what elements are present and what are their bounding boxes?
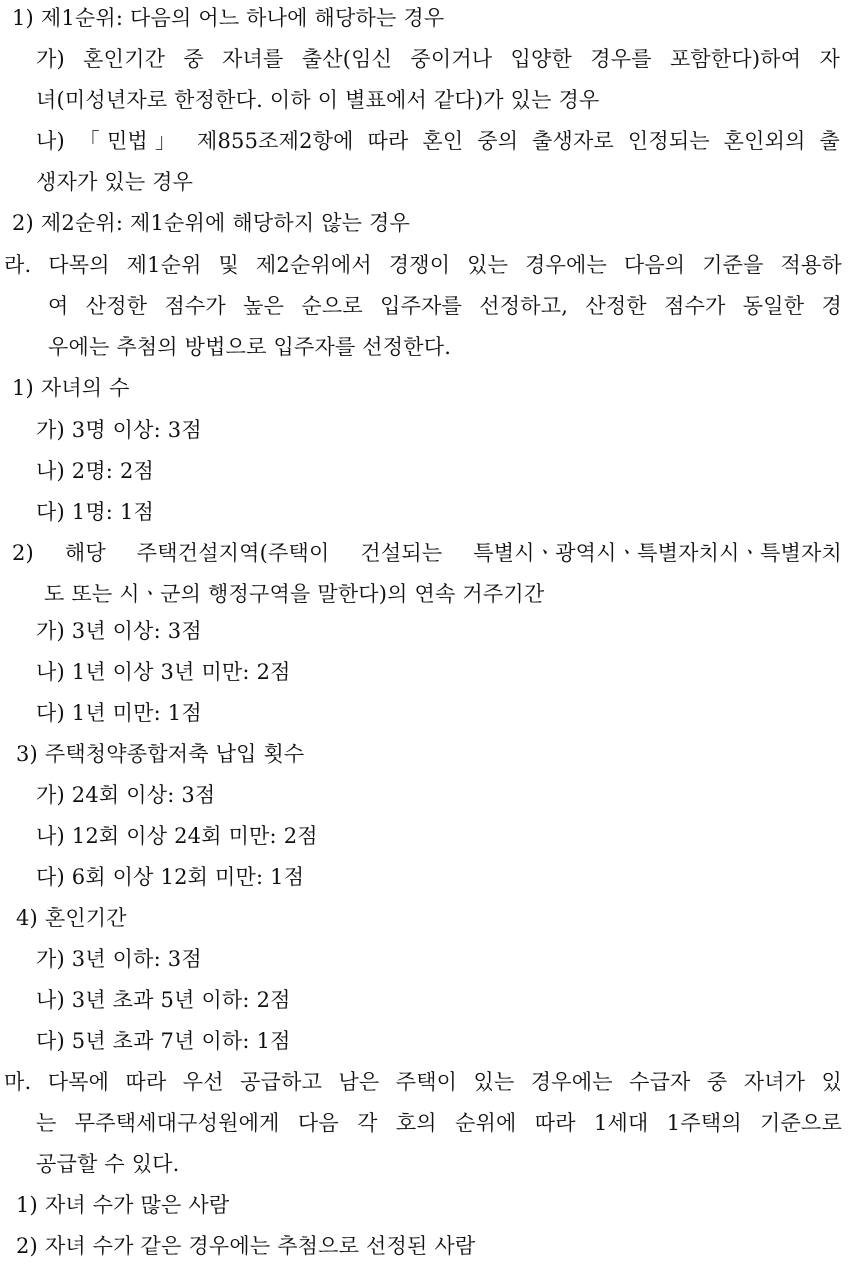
criterion-children-heading: 1) 자녀의 수 — [12, 376, 130, 400]
item-1-rank-1: 1) 제1순위: 다음의 어느 하나에 해당하는 경우 — [12, 6, 445, 30]
criterion-marriage-b: 나) 3년 초과 5년 이하: 2점 — [36, 988, 291, 1012]
section-ma-item-2: 2) 자녀 수가 같은 경우에는 추첨으로 선정된 사람 — [16, 1234, 476, 1258]
section-ra-line-3: 우에는 추첨의 방법으로 입주자를 선정한다. — [48, 335, 452, 359]
criterion-savings-c: 다) 6회 이상 12회 미만: 1점 — [36, 865, 305, 889]
section-ra-line-2: 여 산정한 점수가 높은 순으로 입주자를 선정하고, 산정한 점수가 동일한 경 — [48, 294, 842, 318]
criterion-savings-heading: 3) 주택청약종합저축 납입 횟수 — [16, 742, 305, 766]
criterion-marriage-a: 가) 3년 이하: 3점 — [36, 947, 202, 971]
section-ma-line-2: 는 무주택세대구성원에게 다음 각 호의 순위에 따라 1세대 1주택의 기준으로 — [36, 1111, 842, 1135]
criterion-residence-a: 가) 3년 이상: 3점 — [36, 619, 202, 643]
section-ra-line-1: 라. 다목의 제1순위 및 제2순위에서 경쟁이 있는 경우에는 다음의 기준을 적용하 — [4, 253, 842, 277]
item-1-ga-line-2: 녀(미성년자로 한정한다. 이하 이 별표에서 같다)가 있는 경우 — [36, 88, 600, 112]
item-1-na-line-2: 생자가 있는 경우 — [36, 170, 194, 194]
item-1-na-line-1: 나) 「민법」 제855조제2항에 따라 혼인 중의 출생자로 인정되는 혼인외의 출 — [36, 129, 840, 153]
criterion-residence-heading-line-1: 2) 해당 주택건설지역(주택이 건설되는 특별시ㆍ광역시ㆍ특별자치시ㆍ특별자치 — [12, 541, 842, 565]
criterion-savings-a: 가) 24회 이상: 3점 — [36, 783, 216, 807]
section-ma-line-1: 마. 다목에 따라 우선 공급하고 남은 주택이 있는 경우에는 수급자 중 자녀가 있 — [4, 1070, 842, 1094]
item-1-ga-line-1: 가) 혼인기간 중 자녀를 출산(임신 중이거나 입양한 경우를 포함한다)하여 자 — [36, 47, 840, 71]
section-ma-line-3: 공급할 수 있다. — [36, 1152, 180, 1176]
criterion-residence-heading-line-2: 도 또는 시ㆍ군의 행정구역을 말한다)의 연속 거주기간 — [44, 582, 545, 606]
criterion-children-c: 다) 1명: 1점 — [36, 500, 154, 524]
criterion-residence-b: 나) 1년 이상 3년 미만: 2점 — [36, 660, 291, 684]
criterion-marriage-heading: 4) 혼인기간 — [16, 906, 127, 930]
criterion-children-b: 나) 2명: 2점 — [36, 459, 154, 483]
criterion-savings-b: 나) 12회 이상 24회 미만: 2점 — [36, 824, 318, 848]
item-2-rank-2: 2) 제2순위: 제1순위에 해당하지 않는 경우 — [12, 211, 411, 235]
criterion-children-a: 가) 3명 이상: 3점 — [36, 418, 202, 442]
criterion-residence-c: 다) 1년 미만: 1점 — [36, 701, 202, 725]
criterion-marriage-c: 다) 5년 초과 7년 이하: 1점 — [36, 1029, 291, 1053]
section-ma-item-1: 1) 자녀 수가 많은 사람 — [16, 1193, 230, 1217]
